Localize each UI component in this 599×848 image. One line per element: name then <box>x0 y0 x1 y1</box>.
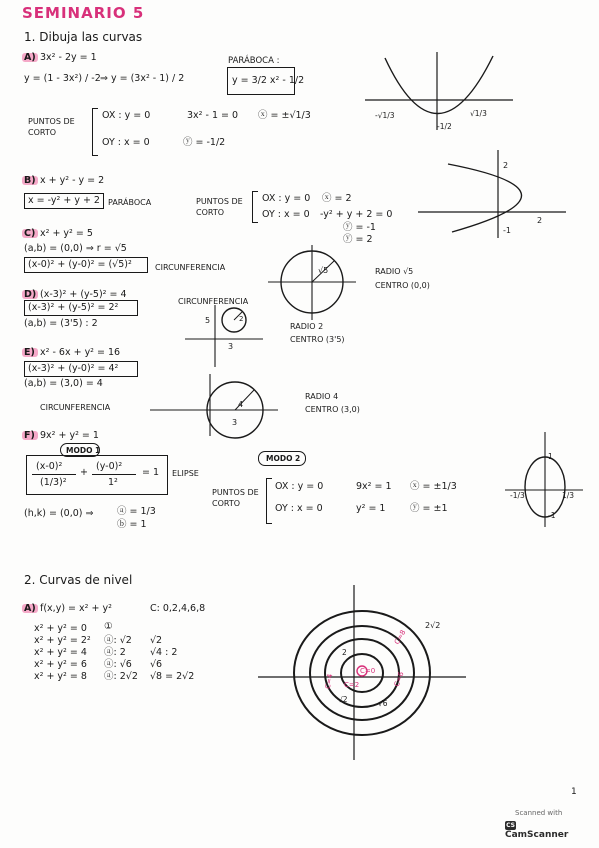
item-b-label: B) <box>24 175 36 186</box>
level-row-2-r: ⓐ: 2 <box>104 647 126 658</box>
level-label-c4: C=4 <box>323 673 335 690</box>
item-f-frac-2-num: (y-0)² <box>96 461 123 472</box>
camscanner-brand-text: CamScanner <box>505 830 569 840</box>
item-d-boxed-text: (x-3)² + (y-5)² = 2² <box>28 302 119 313</box>
item-a-derive-1: y = (1 - 3x²) / -2 <box>24 73 101 84</box>
page-title: SEMINARIO 5 <box>22 4 145 22</box>
item-d-centro: CENTRO (3'5) <box>290 335 345 344</box>
item-2a-function: f(x,y) = x² + y² <box>40 603 112 614</box>
item-c-graph-radius: √5 <box>318 266 329 275</box>
item-a-ox-result: ⓧ = ±√1/3 <box>258 110 311 121</box>
level-row-1-eq: x² + y² = 2² <box>34 635 91 646</box>
item-f-label: F) <box>24 430 35 441</box>
item-f-type: ELIPSE <box>172 469 199 478</box>
item-a-brace <box>92 108 98 156</box>
item-e-type: CIRCUNFERENCIA <box>40 403 111 412</box>
item-a-oy: OY : x = 0 <box>102 137 150 148</box>
item-b-oy-root-1: ⓨ = -1 <box>343 222 376 233</box>
item-b-graph-right: 2 <box>537 216 543 225</box>
level-label-2sqrt2: 2√2 <box>425 621 441 630</box>
item-a-ox: OX : y = 0 <box>102 110 151 121</box>
item-b-ox: OX : y = 0 <box>262 193 311 204</box>
level-row-1-s: √2 <box>150 635 163 646</box>
level-row-0-eq: x² + y² = 0 <box>34 623 87 634</box>
level-label-c8: C=8 <box>392 628 408 646</box>
item-d-circle-graph <box>185 305 265 367</box>
section-2-header: 2. Curvas de nivel <box>24 573 133 587</box>
item-a-graph-bottom: -1/2 <box>437 122 452 131</box>
item-b-oy-root-2: ⓨ = 2 <box>343 234 373 245</box>
item-a-oy-result: ⓨ = -1/2 <box>183 137 226 148</box>
item-b-equation: x + y² - y = 2 <box>40 175 105 186</box>
item-f-equals: = 1 <box>142 467 160 478</box>
level-label-c2: C=2 <box>344 681 360 689</box>
item-e-label: E) <box>24 347 35 358</box>
level-row-4-eq: x² + y² = 8 <box>34 671 87 682</box>
level-label-sqrt6: √6 <box>378 699 388 708</box>
item-b-type: PARÁBOCA <box>108 198 152 207</box>
item-e-circle-graph <box>150 374 280 436</box>
item-d-radio: RADIO 2 <box>290 322 324 331</box>
item-f-modo-1: MODO 1 <box>66 446 101 455</box>
section-1-header: 1. Dibuja las curvas <box>24 30 143 44</box>
level-row-3-eq: x² + y² = 6 <box>34 659 87 670</box>
level-row-1-r: ⓐ: √2 <box>104 635 132 646</box>
item-f-graph-right: 1/3 <box>562 491 575 500</box>
item-c-label: C) <box>24 228 36 239</box>
item-c-centro: CENTRO (0,0) <box>375 281 430 290</box>
item-d-equation: (x-3)² + (y-5)² = 4 <box>40 289 127 300</box>
level-row-4-s: √8 = 2√2 <box>150 671 195 682</box>
item-f-equation: 9x² + y² = 1 <box>40 430 99 441</box>
camscanner-badge <box>503 809 581 840</box>
item-b-cuts-label: PUNTOS DE CORTO <box>196 197 243 217</box>
item-f-ox-eq: 9x² = 1 <box>356 481 392 492</box>
item-f-a-value: ⓐ = 1/3 <box>117 506 156 517</box>
item-c-boxed-text: (x-0)² + (y-0)² = (√5)² <box>28 259 132 270</box>
item-f-ellipse-graph <box>505 432 585 527</box>
item-c-equation: x² + y² = 5 <box>40 228 93 239</box>
item-a-graph-left: -√1/3 <box>375 111 395 120</box>
item-e-equation: x² - 6x + y² = 16 <box>40 347 121 358</box>
level-row-3-s: √6 <box>150 659 163 670</box>
item-a-derive-2: ⇒ y = (3x² - 1) / 2 <box>100 73 185 84</box>
item-f-frac-1-den: (1/3)² <box>40 477 67 488</box>
item-a-boxed-text: y = 3/2 x² - 1/2 <box>232 75 305 86</box>
item-c-circle-graph <box>268 245 358 320</box>
item-a-type-label: PARÁBOCA : <box>228 56 280 66</box>
item-f-frac-2-den: 1² <box>108 477 118 488</box>
page-number: 1 <box>571 787 577 797</box>
item-f-oy-result: ⓨ = ±1 <box>410 503 448 514</box>
level-label-c6: C=6 <box>392 670 406 688</box>
item-b-graph-bottom: -1 <box>503 226 511 235</box>
level-label-2: 2 <box>342 648 347 657</box>
camscanner-brand <box>505 820 581 840</box>
level-row-4-r: ⓐ: 2√2 <box>104 671 138 682</box>
level-row-2-s: √4 : 2 <box>150 647 178 658</box>
item-a-cuts-label: PUNTOS DE CORTO <box>28 117 75 137</box>
camscanner-logo-icon: CS <box>506 822 515 829</box>
item-2a-c-values: C: 0,2,4,6,8 <box>150 603 206 614</box>
item-d-graph-y: 5 <box>205 316 211 325</box>
level-row-2-eq: x² + y² = 4 <box>34 647 87 658</box>
item-c-radio: RADIO √5 <box>375 267 414 276</box>
item-a-equation: 3x² - 2y = 1 <box>40 52 97 63</box>
item-f-frac-2-bar <box>92 474 136 475</box>
item-d-center-line: (a,b) = (3'5) : 2 <box>24 318 98 329</box>
item-f-oy-eq: y² = 1 <box>356 503 386 514</box>
item-d-label: D) <box>24 289 37 300</box>
item-b-parabola-graph <box>418 150 568 240</box>
item-d-graph-x: 3 <box>228 342 234 351</box>
item-c-type: CIRCUNFERENCIA <box>155 263 226 272</box>
item-b-boxed-text: x = -y² + y + 2 <box>28 195 100 206</box>
item-2a-label: A) <box>24 603 36 614</box>
item-f-ox-result: ⓧ = ±1/3 <box>410 481 457 492</box>
item-e-graph-x: 3 <box>232 418 238 427</box>
item-f-graph-left: -1/3 <box>510 491 525 500</box>
item-f-plus: + <box>80 467 88 478</box>
item-b-oy-eq: -y² + y + 2 = 0 <box>320 209 393 220</box>
item-b-brace <box>252 191 258 223</box>
item-e-centro: CENTRO (3,0) <box>305 405 360 414</box>
item-f-graph-bottom: -1 <box>548 511 556 520</box>
level-row-3-r: ⓐ: √6 <box>104 659 132 670</box>
item-f-cuts-label: PUNTOS DE CORTO <box>212 488 259 508</box>
item-f-modo-2: MODO 2 <box>266 454 301 463</box>
item-a-label: A) <box>24 52 36 63</box>
item-d-type: CIRCUNFERENCIA <box>178 297 249 306</box>
item-f-ox: OX : y = 0 <box>275 481 324 492</box>
item-e-center-line: (a,b) = (3,0) = 4 <box>24 378 103 389</box>
item-a-graph-right: √1/3 <box>470 109 487 118</box>
item-f-oy: OY : x = 0 <box>275 503 323 514</box>
item-e-radio: RADIO 4 <box>305 392 339 401</box>
item-e-graph-r: 4 <box>238 400 244 409</box>
item-c-center-line: (a,b) = (0,0) ⇒ r = √5 <box>24 243 127 254</box>
level-row-0-r: ① <box>104 621 113 632</box>
item-b-graph-top: 2 <box>503 161 509 170</box>
level-label-c0: C=0 <box>360 667 376 675</box>
item-f-graph-top: 1 <box>548 452 553 461</box>
item-f-frac-1-bar <box>32 474 76 475</box>
item-b-oy: OY : x = 0 <box>262 209 310 220</box>
level-label-sqrt2: √2 <box>338 695 348 704</box>
item-e-boxed-text: (x-3)² + (y-0)² = 4² <box>28 363 119 374</box>
item-f-b-value: ⓑ = 1 <box>117 519 147 530</box>
item-b-ox-result: ⓧ = 2 <box>322 193 352 204</box>
item-d-graph-r: 2 <box>239 315 244 323</box>
scanned-with-text: Scanned with <box>515 809 563 817</box>
item-f-brace <box>266 478 272 524</box>
item-a-ox-eq: 3x² - 1 = 0 <box>187 110 239 121</box>
item-f-center: (h,k) = (0,0) ⇒ <box>24 508 94 519</box>
item-f-frac-1-num: (x-0)² <box>36 461 63 472</box>
